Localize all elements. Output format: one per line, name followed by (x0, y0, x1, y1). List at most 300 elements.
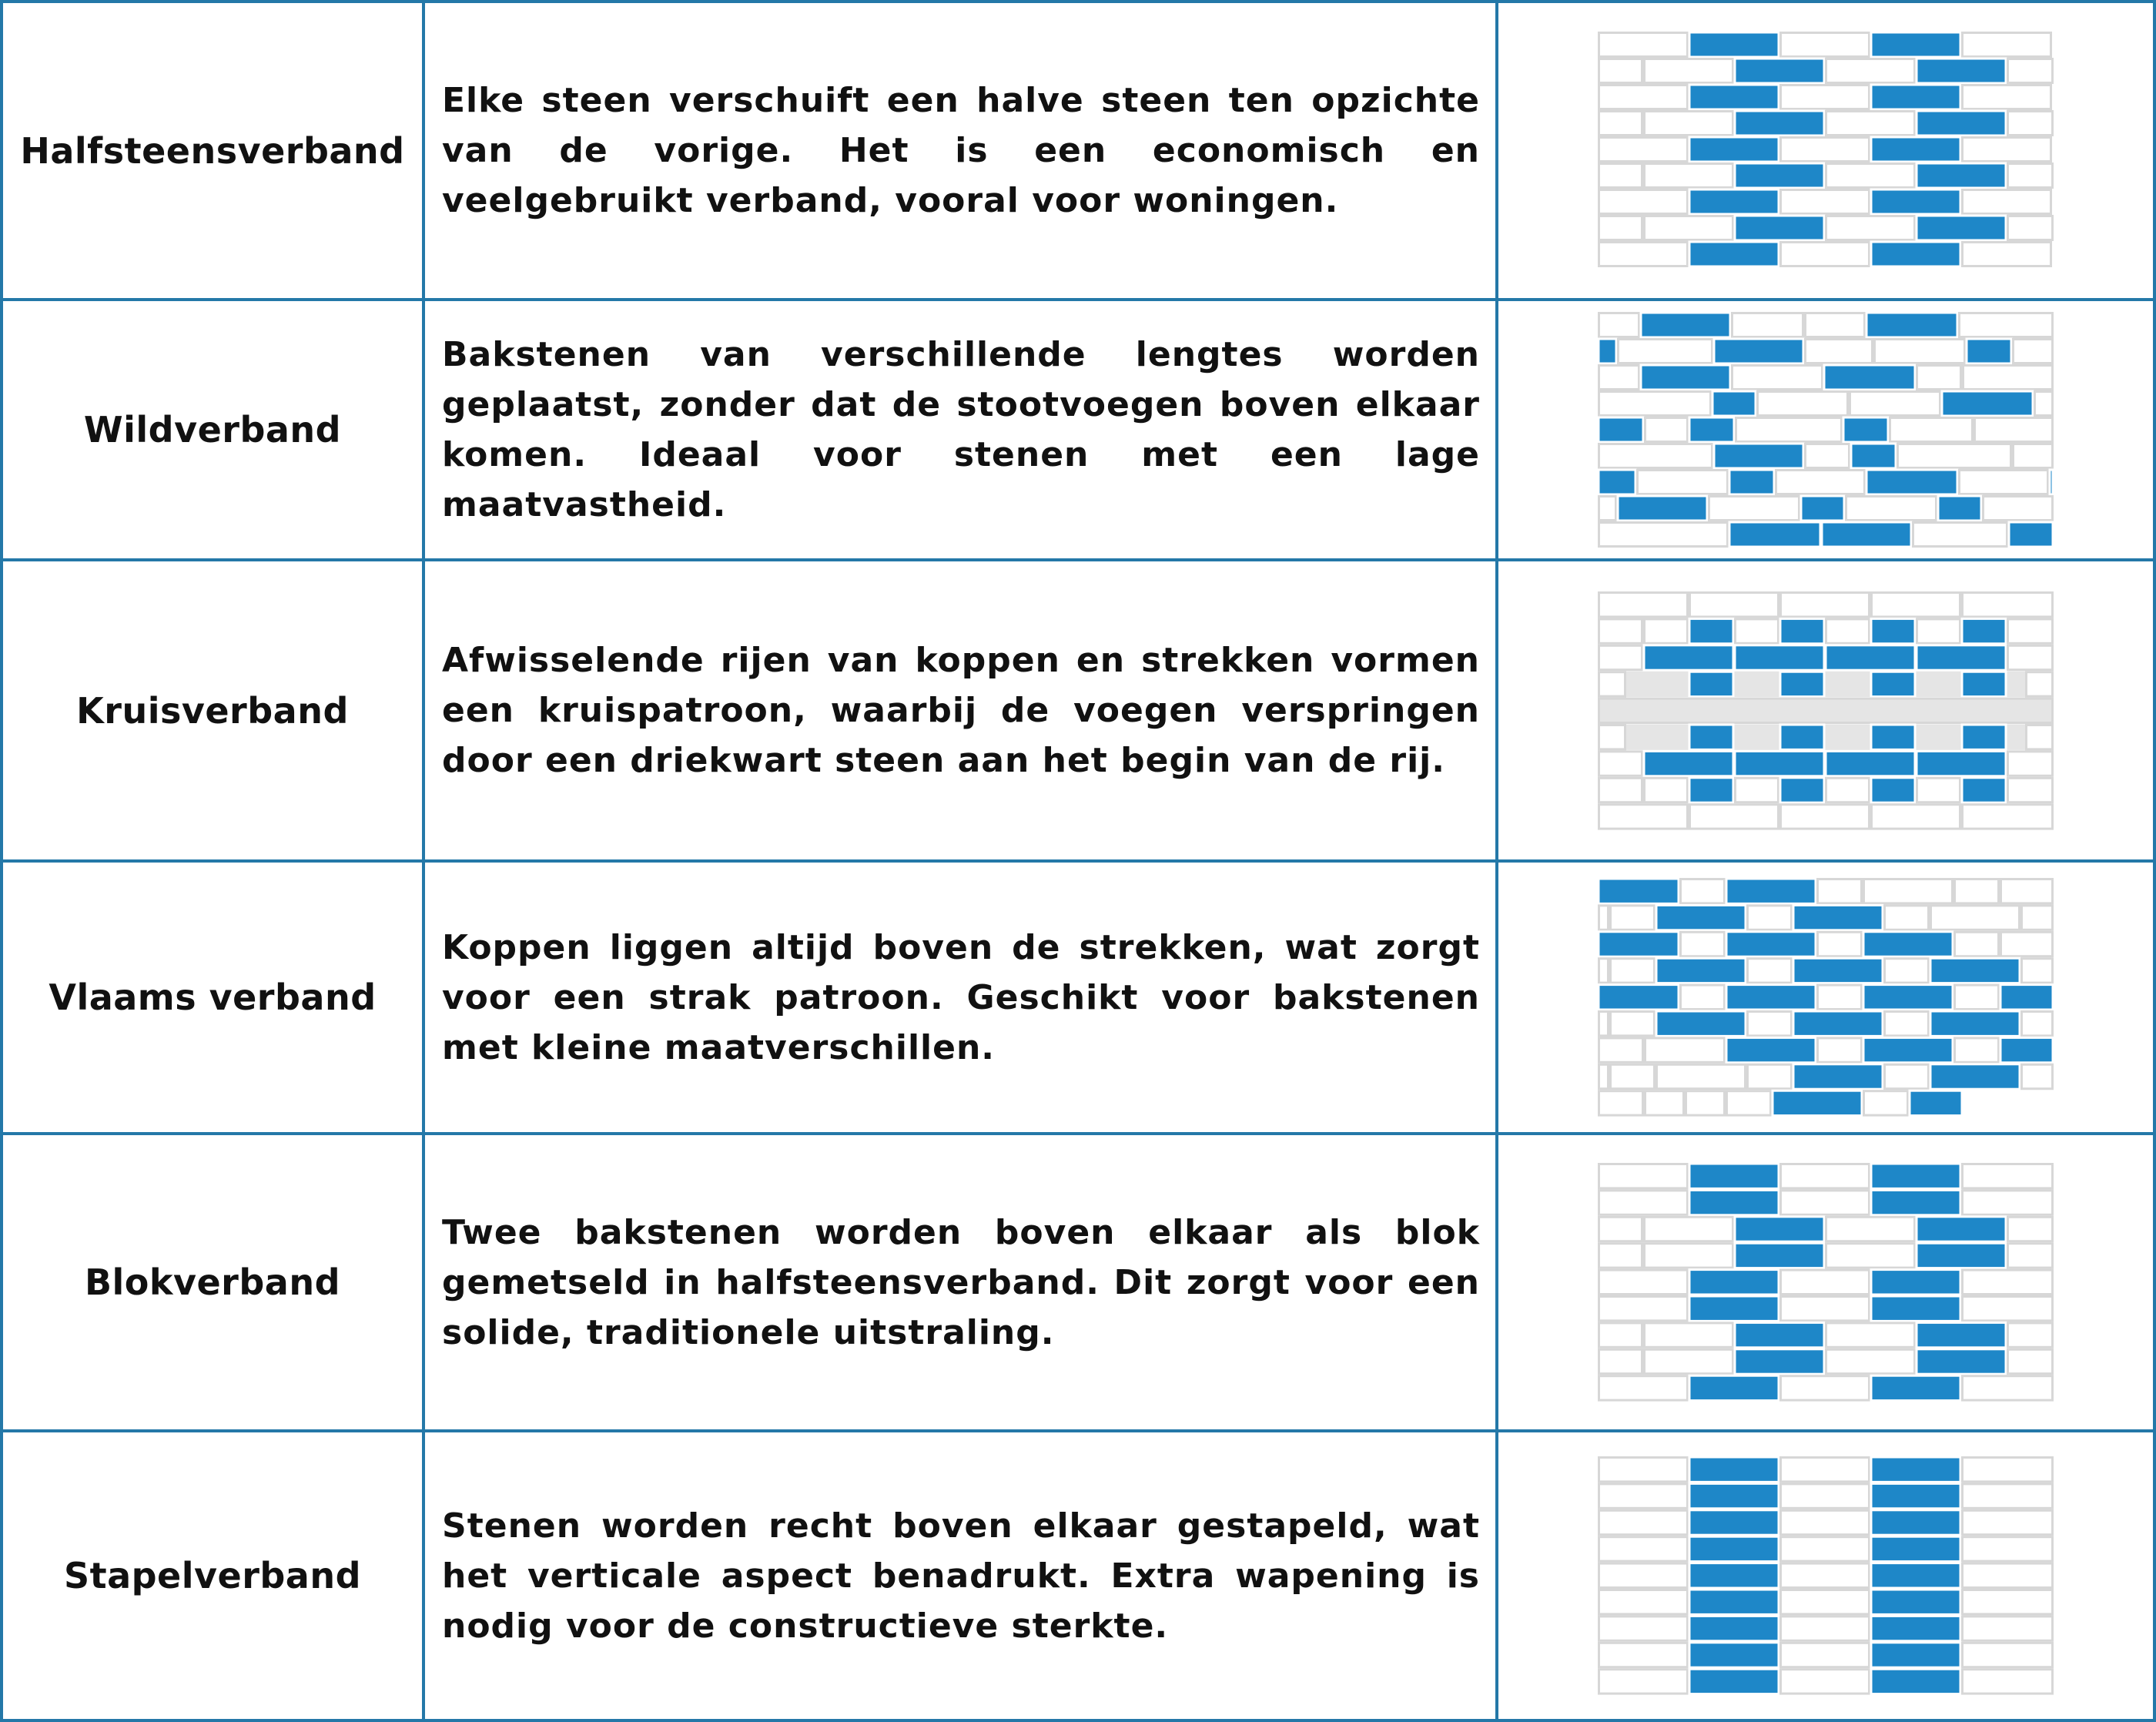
highlight-brick (1599, 879, 1679, 903)
plain-brick (1955, 879, 1999, 903)
highlight-brick (1689, 1616, 1779, 1640)
plain-brick (1872, 804, 1960, 828)
highlight-brick (1871, 1296, 1960, 1321)
plain-brick (1963, 1376, 2053, 1400)
highlight-brick (1930, 958, 2020, 983)
plain-brick (1955, 1038, 1999, 1062)
plain-brick (1872, 592, 1960, 616)
highlight-brick (1793, 1011, 1883, 1036)
plain-brick (1599, 1038, 1643, 1062)
highlight-brick (2000, 1037, 2053, 1062)
plain-brick (1781, 1510, 1870, 1534)
highlight-brick (1871, 672, 1915, 696)
plain-brick (1781, 1376, 1870, 1400)
highlight-brick (1866, 470, 1957, 494)
highlight-brick (1917, 1322, 2006, 1347)
bond-name-cell (2, 2, 424, 300)
highlight-brick (1599, 417, 1643, 442)
plain-brick (1736, 418, 1842, 442)
bond-description: Elke steen verschuift een halve steen ten opzichte van de vorige. Het is een economisch en veelgebruikt verband, vooral voor woningen. (442, 81, 1480, 220)
plain-brick (1599, 392, 1711, 416)
plain-brick (1963, 1643, 2053, 1667)
highlight-brick (1871, 1270, 1960, 1295)
plain-brick (1645, 1091, 1684, 1115)
highlight-brick (1689, 242, 1779, 266)
highlight-brick (1689, 1483, 1779, 1508)
plain-brick (1963, 1616, 2053, 1640)
plain-brick (1748, 959, 1792, 983)
highlight-brick (1942, 391, 2033, 416)
highlight-brick (1871, 1164, 1960, 1188)
highlight-brick (1599, 339, 1616, 363)
plain-brick (2001, 932, 2053, 956)
plain-brick (1645, 778, 1688, 802)
bond-name-cell (2, 1431, 424, 1720)
highlight-brick (1726, 932, 1816, 956)
plain-brick (1826, 1323, 1915, 1347)
blokverband-pattern-icon (1598, 1163, 2054, 1402)
highlight-brick (1871, 137, 1960, 162)
highlight-brick (1871, 777, 1915, 802)
plain-brick (1963, 1458, 2053, 1482)
plain-brick (1917, 618, 1960, 642)
plain-brick (1645, 618, 1688, 642)
highlight-brick (1689, 189, 1779, 214)
plain-brick (1885, 1012, 1929, 1036)
plain-brick (1690, 804, 1779, 828)
highlight-brick (1851, 444, 1896, 468)
plain-brick (1599, 242, 1688, 266)
highlight-brick (1871, 1616, 1960, 1640)
highlight-brick (1917, 645, 2006, 669)
plain-brick (1599, 1349, 1642, 1373)
highlight-brick (1599, 985, 1679, 1010)
plain-brick (2008, 1323, 2053, 1347)
plain-brick (1963, 1590, 2053, 1614)
plain-brick (2014, 444, 2053, 468)
plain-brick (1599, 366, 1639, 390)
highlight-brick (1735, 111, 1824, 136)
highlight-brick (1866, 313, 1957, 337)
highlight-brick (1689, 1536, 1779, 1561)
plain-brick (2022, 906, 2053, 930)
highlight-brick (1793, 905, 1883, 930)
bond-description: Bakstenen van verschillende lengtes worden geplaatst, zonder dat de stootvoegen boven elkaar komen. Ideaal voor stenen met een lage maatvastheid. (442, 335, 1480, 524)
bond-name: Stapelverband (63, 1555, 362, 1596)
plain-brick (1599, 1458, 1688, 1482)
plain-brick (1599, 111, 1642, 135)
plain-brick (1864, 1091, 1908, 1115)
plain-brick (1818, 1038, 1862, 1062)
highlight-brick (1930, 1064, 2020, 1089)
highlight-brick (1917, 751, 2006, 776)
plain-brick (1736, 778, 1779, 802)
highlight-brick (1689, 1590, 1779, 1614)
highlight-brick (1689, 137, 1779, 162)
plain-brick (1826, 1217, 1915, 1241)
plain-brick (1599, 751, 1642, 775)
plain-brick (1599, 1012, 1609, 1036)
highlight-brick (2009, 522, 2053, 547)
plain-brick (1599, 725, 1625, 749)
highlight-brick (1871, 242, 1960, 266)
highlight-brick (1656, 1011, 1746, 1036)
highlight-brick (1871, 85, 1960, 109)
plain-brick (1681, 932, 1725, 956)
highlight-brick (1871, 1590, 1960, 1614)
plain-brick (1748, 1012, 1792, 1036)
stapelverband-pattern-icon (1598, 1456, 2054, 1695)
plain-brick (1781, 1297, 1870, 1321)
highlight-brick (1826, 645, 1915, 669)
table-row-blokverband (2, 1134, 2154, 1431)
plain-brick (1963, 1191, 2053, 1214)
plain-brick (1781, 1164, 1870, 1188)
bond-description: Stenen worden recht boven elkaar gestapeld, wat het verticale aspect benadrukt. Extra wapening is nodig voor de constructieve sterkte. (442, 1506, 1480, 1646)
plain-brick (1599, 1590, 1688, 1614)
highlight-brick (1689, 1296, 1779, 1321)
highlight-brick (1726, 985, 1816, 1010)
plain-brick (1611, 1064, 1655, 1088)
plain-brick (1913, 523, 2007, 547)
plain-brick (2014, 340, 2053, 363)
plain-brick (1781, 1563, 1870, 1587)
plain-brick (2008, 1217, 2053, 1241)
plain-brick (1727, 1091, 1771, 1115)
highlight-brick (1689, 618, 1733, 643)
plain-brick (1826, 111, 1915, 135)
plain-brick (2008, 111, 2053, 135)
plain-brick (1776, 471, 1865, 494)
highlight-brick (1871, 1510, 1960, 1535)
plain-brick (1781, 1670, 1870, 1694)
halfsteensverband-pattern-icon (1598, 32, 2054, 270)
highlight-brick (1793, 958, 1883, 983)
plain-brick (1864, 879, 1953, 903)
plain-brick (1781, 1590, 1870, 1614)
plain-brick (2008, 1349, 2053, 1373)
plain-brick (1690, 592, 1779, 616)
bond-description-cell (424, 1431, 1497, 1720)
highlight-brick (1735, 163, 1824, 188)
plain-brick (1917, 778, 1960, 802)
highlight-brick (1871, 1375, 1960, 1400)
highlight-brick (1618, 496, 1707, 521)
table-row-stapelverband (2, 1431, 2154, 1720)
plain-brick (1599, 85, 1688, 109)
plain-brick (1875, 340, 1965, 363)
highlight-brick (1773, 1090, 1862, 1115)
plain-brick (1599, 1670, 1688, 1694)
bond-name-cell (2, 560, 424, 861)
plain-brick (1781, 242, 1870, 266)
plain-brick (1645, 59, 1733, 82)
plain-brick (1826, 216, 1915, 240)
plain-brick (1781, 32, 1870, 56)
plain-brick (1599, 1191, 1688, 1214)
highlight-brick (1689, 32, 1779, 57)
highlight-brick (1871, 189, 1960, 214)
bond-pattern-cell (1497, 560, 2154, 861)
highlight-brick (1917, 216, 2006, 240)
plain-brick (1826, 59, 1915, 82)
bond-description-cell (424, 861, 1497, 1134)
plain-brick (2008, 778, 2053, 802)
highlight-brick (1871, 1483, 1960, 1508)
highlight-brick (1917, 1349, 2006, 1374)
plain-brick (1963, 1164, 2053, 1188)
highlight-brick (1689, 1164, 1779, 1188)
plain-brick (1826, 778, 1870, 802)
plain-brick (1599, 1323, 1642, 1347)
plain-brick (1599, 592, 1688, 616)
highlight-brick (1871, 32, 1960, 57)
plain-brick (1781, 1458, 1870, 1482)
plain-brick (1599, 1217, 1642, 1241)
plain-brick (1781, 1191, 1870, 1214)
highlight-brick (1824, 365, 1915, 390)
plain-brick (1599, 1164, 1688, 1188)
highlight-brick (1962, 725, 2006, 749)
highlight-brick (1871, 1457, 1960, 1482)
table-row-wildverband (2, 300, 2154, 560)
highlight-brick (1871, 618, 1915, 643)
highlight-brick (1871, 1190, 1960, 1214)
highlight-brick (1641, 365, 1730, 390)
plain-brick (1599, 1563, 1688, 1587)
highlight-brick (2050, 470, 2053, 494)
highlight-brick (1689, 417, 1734, 442)
plain-brick (1681, 879, 1725, 903)
highlight-brick (1656, 958, 1746, 983)
plain-brick (1885, 906, 1929, 930)
highlight-brick (1689, 1457, 1779, 1482)
plain-brick (1846, 497, 1937, 521)
plain-brick (1963, 1297, 2053, 1321)
highlight-brick (1714, 339, 1803, 363)
plain-brick (1781, 1616, 1870, 1640)
highlight-brick (1712, 391, 1756, 416)
plain-brick (1599, 1270, 1688, 1294)
highlight-brick (1689, 1643, 1779, 1667)
plain-brick (1619, 340, 1712, 363)
plain-brick (2008, 163, 2053, 187)
plain-brick (1611, 906, 1655, 930)
table-row-halfsteensverband (2, 2, 2154, 300)
highlight-brick (1917, 1217, 2006, 1241)
highlight-brick (1863, 1037, 1953, 1062)
highlight-brick (1735, 1217, 1824, 1241)
plain-brick (1599, 1510, 1688, 1534)
plain-brick (1806, 313, 1865, 337)
plain-brick (1748, 906, 1792, 930)
plain-brick (1758, 392, 1848, 416)
plain-brick (1599, 1064, 1609, 1088)
plain-brick (1709, 497, 1799, 521)
highlight-brick (1780, 777, 1824, 802)
highlight-brick (1599, 470, 1635, 494)
plain-brick (1963, 137, 2051, 161)
plain-brick (1826, 1349, 1915, 1373)
highlight-brick (1644, 645, 1733, 669)
bond-name: Halfsteensverband (20, 129, 405, 172)
plain-brick (1599, 32, 1688, 56)
plain-brick (1781, 85, 1870, 109)
bond-description-cell (424, 300, 1497, 560)
bond-name-cell (2, 300, 424, 560)
plain-brick (1781, 1643, 1870, 1667)
highlight-brick (1930, 1011, 2020, 1036)
plain-brick (1645, 1038, 1725, 1062)
bond-description: Afwisselende rijen van koppen en strekken vormen een kruispatroon, waarbij de voegen verspringen door een driekwart steen aan het begin van de rij. (442, 641, 1480, 780)
bond-name: Wildverband (83, 409, 342, 451)
plain-brick (1963, 592, 2053, 616)
highlight-brick (1656, 905, 1746, 930)
bond-description-cell (424, 1134, 1497, 1431)
highlight-brick (1689, 1669, 1779, 1694)
plain-brick (1645, 111, 1733, 135)
plain-brick (1963, 1270, 2053, 1294)
plain-brick (2008, 751, 2053, 775)
plain-brick (1611, 1012, 1655, 1036)
highlight-brick (1714, 444, 1803, 468)
bond-pattern-cell (1497, 861, 2154, 1134)
plain-brick (1955, 985, 1999, 1009)
plain-brick (1781, 1484, 1870, 1508)
plain-brick (1781, 1537, 1870, 1561)
plain-brick (2022, 1064, 2053, 1088)
plain-brick (1611, 959, 1655, 983)
plain-brick (1599, 313, 1639, 337)
bond-name: Vlaams verband (49, 977, 377, 1018)
plain-brick (1599, 163, 1642, 187)
plain-brick (1645, 1244, 1733, 1268)
plain-brick (1781, 804, 1870, 828)
band-fill (1599, 699, 2053, 722)
highlight-brick (1735, 1322, 1824, 1347)
plain-brick (1781, 189, 1870, 213)
highlight-brick (1962, 672, 2006, 696)
plain-brick (1781, 137, 1870, 161)
plain-brick (1960, 471, 2048, 494)
plain-brick (1963, 804, 2053, 828)
highlight-brick (1599, 932, 1679, 956)
highlight-brick (1641, 313, 1730, 337)
plain-brick (1984, 497, 2053, 521)
highlight-brick (1917, 111, 2006, 136)
highlight-brick (1689, 1190, 1779, 1214)
plain-brick (1818, 985, 1862, 1009)
plain-brick (1960, 313, 2053, 337)
plain-brick (1963, 32, 2051, 56)
bond-description-cell (424, 2, 1497, 300)
plain-brick (1732, 366, 1823, 390)
plain-brick (1781, 592, 1870, 616)
plain-brick (2008, 59, 2053, 82)
highlight-brick (1938, 496, 1981, 521)
plain-brick (1826, 163, 1915, 187)
plain-brick (1964, 366, 2053, 390)
plain-brick (1599, 672, 1625, 695)
bond-pattern-cell (1497, 1134, 2154, 1431)
highlight-brick (1726, 1037, 1816, 1062)
plain-brick (1645, 1217, 1733, 1241)
plain-brick (1645, 1323, 1733, 1347)
vlaams-verband-pattern-icon (1598, 878, 2054, 1117)
table-row-kruisverband (2, 560, 2154, 861)
wildverband-pattern-icon (1598, 312, 2054, 548)
plain-brick (1645, 418, 1688, 442)
highlight-brick (1689, 85, 1779, 109)
highlight-brick (1822, 522, 1911, 547)
highlight-brick (1780, 672, 1824, 696)
highlight-brick (1726, 879, 1816, 903)
plain-brick (1686, 1091, 1725, 1115)
plain-brick (1599, 645, 1642, 669)
plain-brick (2027, 672, 2053, 695)
plain-brick (1681, 985, 1725, 1009)
plain-brick (1599, 497, 1616, 521)
highlight-brick (1735, 1349, 1824, 1374)
highlight-brick (1689, 1563, 1779, 1588)
highlight-brick (1962, 618, 2006, 643)
plain-brick (1890, 418, 1973, 442)
plain-brick (1599, 1484, 1688, 1508)
plain-brick (1732, 313, 1803, 337)
highlight-brick (1689, 777, 1733, 802)
plain-brick (2008, 216, 2053, 240)
plain-brick (1599, 804, 1688, 828)
highlight-brick (1910, 1090, 1962, 1115)
plain-brick (1599, 1537, 1688, 1561)
plain-brick (1599, 1297, 1688, 1321)
plain-brick (1599, 1376, 1688, 1400)
plain-brick (1599, 1643, 1688, 1667)
plain-brick (1657, 1064, 1746, 1088)
highlight-brick (1735, 59, 1824, 83)
highlight-brick (1729, 522, 1820, 547)
plain-brick (2001, 879, 2053, 903)
plain-brick (1599, 1091, 1643, 1115)
plain-brick (1645, 163, 1733, 187)
highlight-brick (2000, 985, 2053, 1010)
plain-brick (1638, 471, 1728, 494)
plain-brick (1898, 444, 2011, 468)
table-row-vlaams-verband (2, 861, 2154, 1134)
highlight-brick (1689, 672, 1733, 696)
plain-brick (2022, 1012, 2053, 1036)
bond-pattern-cell (1497, 2, 2154, 300)
plain-brick (1781, 1270, 1870, 1294)
plain-brick (1818, 932, 1862, 956)
plain-brick (2008, 1244, 2053, 1268)
highlight-brick (1735, 216, 1824, 240)
plain-brick (1963, 1670, 2053, 1694)
highlight-brick (1871, 1643, 1960, 1667)
highlight-brick (1735, 645, 1824, 669)
bond-name: Kruisverband (76, 689, 349, 732)
bond-pattern-cell (1497, 1431, 2154, 1720)
highlight-brick (1735, 1243, 1824, 1268)
plain-brick (1955, 932, 1999, 956)
plain-brick (1599, 1244, 1642, 1268)
plain-brick (1963, 1484, 2053, 1508)
highlight-brick (1780, 618, 1824, 643)
highlight-brick (1801, 496, 1844, 521)
highlight-brick (1729, 470, 1774, 494)
plain-brick (1826, 1244, 1915, 1268)
bond-name-cell (2, 1134, 424, 1431)
